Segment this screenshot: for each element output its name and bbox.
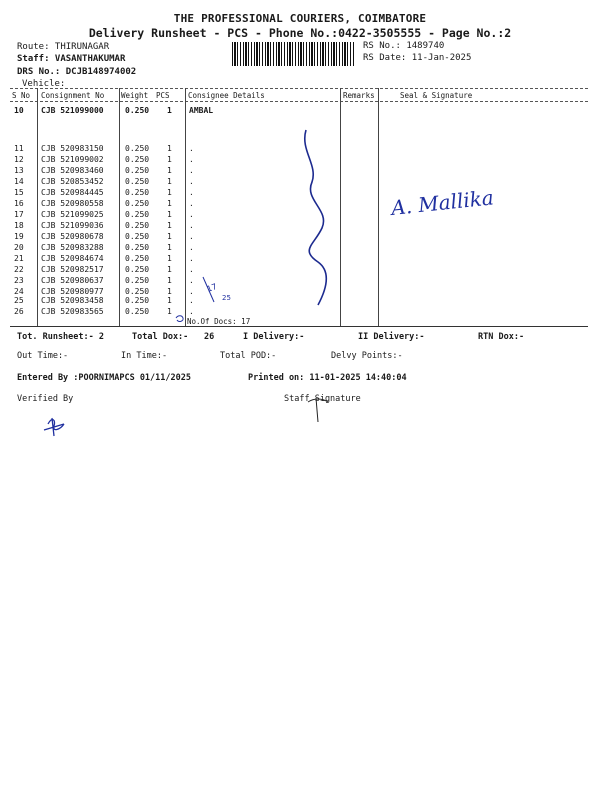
col-header-consignment: Consignment No [41, 91, 105, 100]
row-weight: 0.250 [125, 265, 150, 274]
staff-signature-label: Staff Signature [284, 394, 361, 404]
row-consignee: . [189, 144, 194, 153]
row-sno: 10 [14, 106, 24, 115]
row-consignment: CJB 520984674 [41, 254, 104, 263]
row-sno: 24 [14, 287, 24, 296]
row-sno: 15 [14, 188, 24, 197]
row-weight: 0.250 [125, 307, 150, 316]
tot-runsheet: Tot. Runsheet:- 2 [17, 332, 104, 342]
row-consignee: . [189, 276, 194, 285]
row-pcs: 1 [167, 188, 172, 197]
row-pcs: 1 [167, 232, 172, 241]
row-pcs: 1 [167, 144, 172, 153]
handwritten-note-bottom: 25 [222, 294, 231, 302]
row-sno: 26 [14, 307, 24, 316]
row-weight: 0.250 [125, 155, 150, 164]
row-weight: 0.250 [125, 276, 150, 285]
staff-label: Staff: VASANTHAKUMAR [17, 54, 126, 64]
row-consignment: CJB 521099036 [41, 221, 104, 230]
row-sno: 12 [14, 155, 24, 164]
row-sno: 21 [14, 254, 24, 263]
row-consignee: . [189, 188, 194, 197]
runsheet-subtitle: Delivery Runsheet - PCS - Phone No.:0422-3505555 - Page No.:2 [88, 26, 512, 40]
row-sno: 17 [14, 210, 24, 219]
row-pcs: 1 [167, 296, 172, 305]
row-pcs: 1 [167, 166, 172, 175]
row-sno: 23 [14, 276, 24, 285]
row-weight: 0.250 [125, 287, 150, 296]
row-consignee: . [189, 155, 194, 164]
delvy-points: Delvy Points:- [331, 351, 403, 361]
col-header-remarks: Remarks [343, 91, 375, 100]
ii-delivery: II Delivery:- [358, 332, 425, 342]
row-consignment: CJB 520984445 [41, 188, 104, 197]
row-sno: 11 [14, 144, 24, 153]
tick-mark [176, 316, 183, 322]
row-consignee: . [189, 265, 194, 274]
row-consignee: . [189, 210, 194, 219]
vehicle-label: Vehicle: [22, 79, 66, 89]
bracket-squiggle [305, 130, 327, 305]
row-pcs: 1 [167, 265, 172, 274]
row-consignment: CJB 520980977 [41, 287, 104, 296]
col-header-pcs: PCS [156, 91, 170, 100]
drs-number: DRS No.: DCJB148974002 [17, 67, 137, 77]
handwritten-note-top: 17 [205, 281, 219, 294]
in-time: In Time:- [121, 351, 168, 361]
row-weight: 0.250 [125, 232, 150, 241]
col-header-consignee: Consignee Details [188, 91, 265, 100]
printed-on: Printed on: 11-01-2025 14:40:04 [248, 373, 407, 383]
row-sno: 18 [14, 221, 24, 230]
row-consignee: . [189, 221, 194, 230]
row-weight: 0.250 [125, 166, 150, 175]
row-pcs: 1 [167, 307, 172, 316]
row-pcs: 1 [167, 221, 172, 230]
row-pcs: 1 [167, 155, 172, 164]
entered-by: Entered By :POORNIMAPCS 01/11/2025 [17, 373, 191, 383]
row-pcs: 1 [167, 210, 172, 219]
row-sno: 19 [14, 232, 24, 241]
row-pcs: 1 [167, 177, 172, 186]
row-pcs: 1 [167, 106, 172, 115]
row-consignment: CJB 520982517 [41, 265, 104, 274]
row-consignment: CJB 520983150 [41, 144, 104, 153]
row-consignment: CJB 520853452 [41, 177, 104, 186]
no-of-docs: No.Of Docs: 17 [187, 317, 251, 326]
route-label: Route: THIRUNAGAR [17, 42, 110, 52]
row-sno: 20 [14, 243, 24, 252]
row-pcs: 1 [167, 243, 172, 252]
out-time: Out Time:- [17, 351, 69, 361]
company-title: THE PROFESSIONAL COURIERS, COIMBATORE [173, 12, 427, 25]
row-consignment: CJB 521099025 [41, 210, 104, 219]
rtn-dox: RTN Dox:- [478, 332, 525, 342]
row-pcs: 1 [167, 276, 172, 285]
row-consignment: CJB 520980678 [41, 232, 104, 241]
total-dox-label: Total Dox:- [132, 332, 189, 342]
row-consignment: CJB 520983565 [41, 307, 104, 316]
total-dox-value: 26 [204, 332, 215, 342]
row-consignee: . [189, 243, 194, 252]
row-weight: 0.250 [125, 243, 150, 252]
col-header-seal-signature: Seal & Signature [400, 91, 473, 100]
row-consignee: . [189, 199, 194, 208]
rs-number: RS No.: 1489740 [363, 41, 445, 51]
row-weight: 0.250 [125, 199, 150, 208]
handwritten-signature: A. Mallika [390, 185, 495, 220]
row-consignment: CJB 521099002 [41, 155, 104, 164]
row-sno: 14 [14, 177, 24, 186]
row-weight: 0.250 [125, 106, 150, 115]
total-pod: Total POD:- [220, 351, 277, 361]
row-weight: 0.250 [125, 221, 150, 230]
row-sno: 13 [14, 166, 24, 175]
row-consignee: . [189, 232, 194, 241]
row-pcs: 1 [167, 199, 172, 208]
row-consignee: AMBAL [189, 106, 214, 115]
row-consignee: . [189, 177, 194, 186]
row-consignment: CJB 520980637 [41, 276, 104, 285]
verified-by: Verified By [17, 394, 74, 404]
col-header-sno: S No [12, 91, 31, 100]
staff-signature-stroke [308, 398, 328, 422]
row-consignment: CJB 520983460 [41, 166, 104, 175]
rs-date: RS Date: 11-Jan-2025 [363, 53, 472, 63]
row-weight: 0.250 [125, 296, 150, 305]
row-sno: 16 [14, 199, 24, 208]
row-consignee: . [189, 307, 194, 316]
row-weight: 0.250 [125, 177, 150, 186]
row-consignment: CJB 520980558 [41, 199, 104, 208]
row-pcs: 1 [167, 287, 172, 296]
row-consignment: CJB 520983458 [41, 296, 104, 305]
row-sno: 22 [14, 265, 24, 274]
row-consignment: CJB 520983288 [41, 243, 104, 252]
verified-initials-scribble [44, 418, 64, 436]
row-consignment: CJB 521099000 [41, 106, 104, 115]
i-delivery: I Delivery:- [243, 332, 305, 342]
col-header-weight: Weight [121, 91, 149, 100]
row-consignee: . [189, 287, 194, 296]
row-pcs: 1 [167, 254, 172, 263]
row-consignee: . [189, 254, 194, 263]
row-weight: 0.250 [125, 144, 150, 153]
row-consignee: . [189, 296, 194, 305]
row-weight: 0.250 [125, 254, 150, 263]
row-weight: 0.250 [125, 188, 150, 197]
row-consignee: . [189, 166, 194, 175]
row-sno: 25 [14, 296, 24, 305]
row-weight: 0.250 [125, 210, 150, 219]
